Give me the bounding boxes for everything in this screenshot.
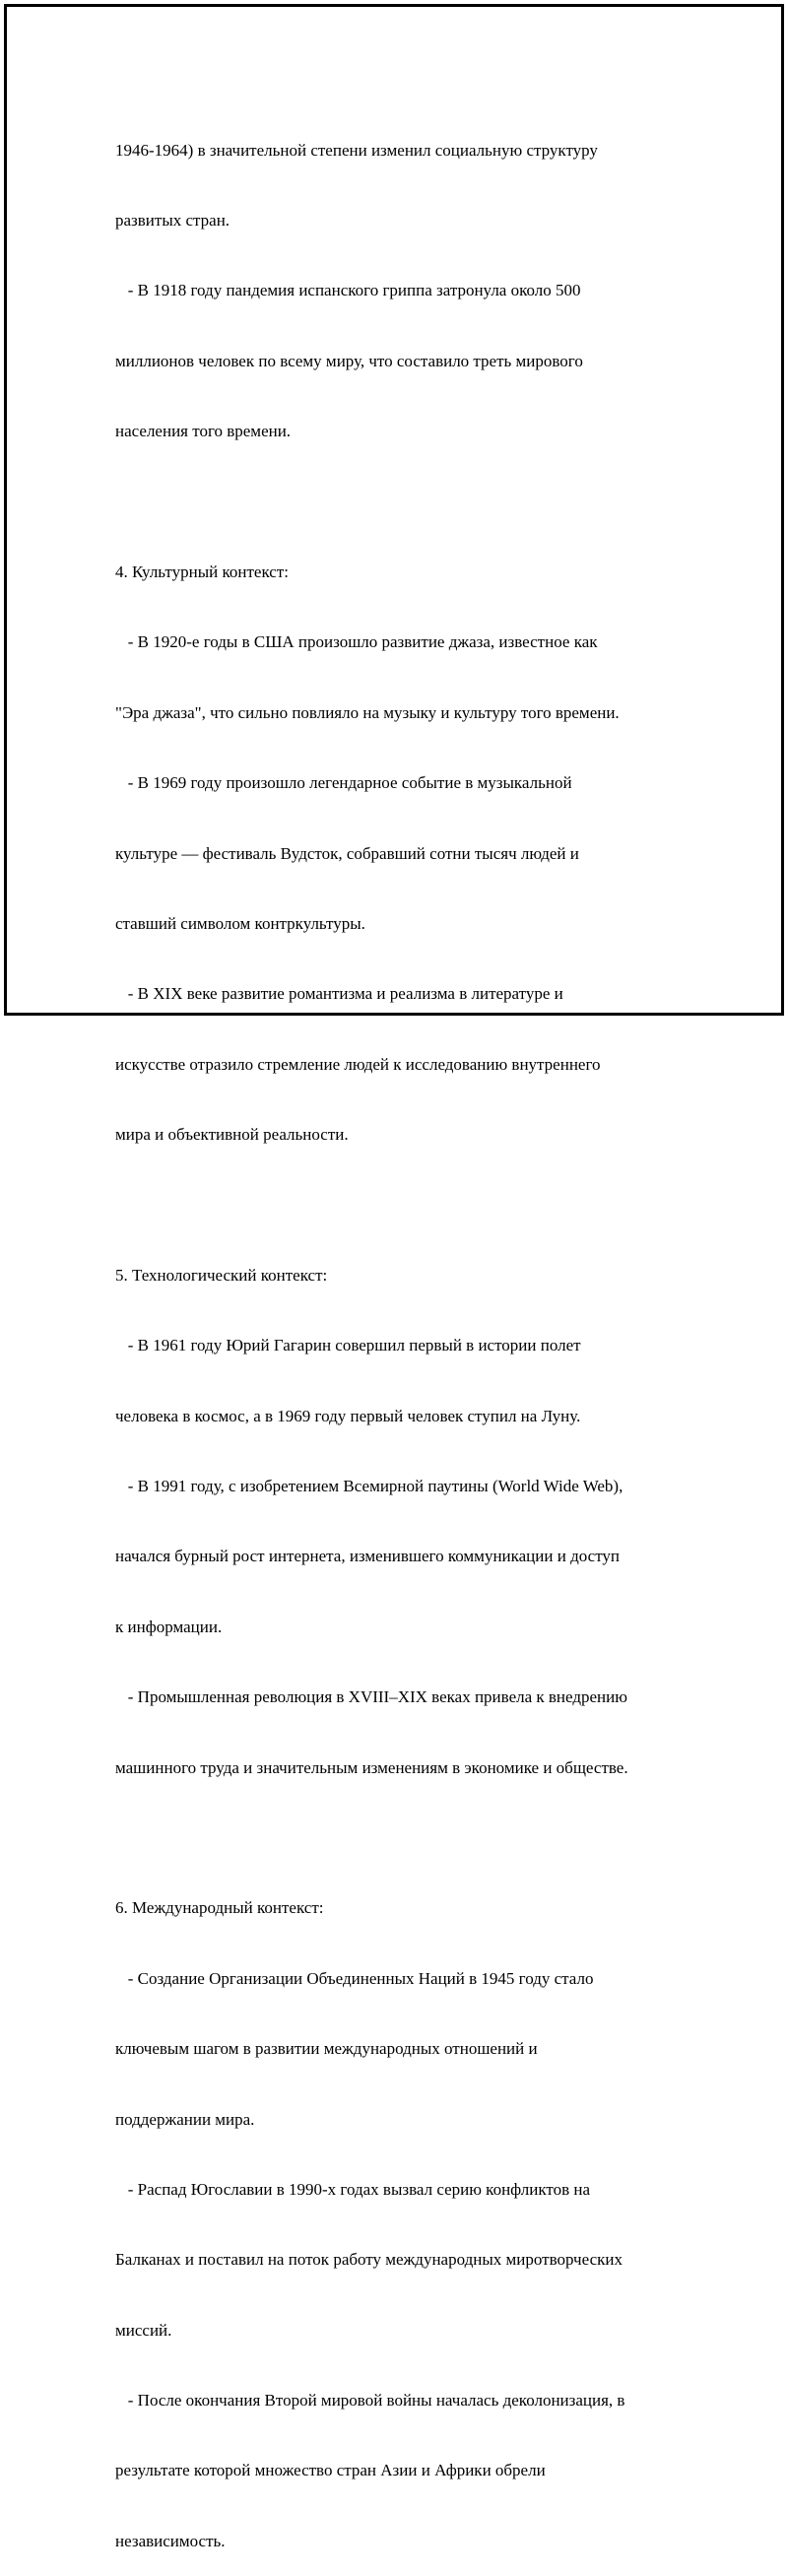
text-line: ключевым шагом в развитии международных отношений и	[115, 2039, 538, 2059]
blank-line	[115, 491, 706, 514]
text-line: мира и объективной реальности.	[115, 1125, 349, 1145]
section-heading: 4. Культурный контекст:	[115, 561, 289, 581]
text-line: ставший символом контркультуры.	[115, 913, 365, 933]
text-line: начался бурный рост интернета, изменившего коммуникации и доступ	[115, 1547, 620, 1566]
text-line: 1946-1964) в значительной степени изменил социальную структуру	[115, 140, 598, 160]
text-line: результате которой множество стран Азии и Африки обрели	[115, 2461, 546, 2480]
text-line: - В 1920-е годы в США произошло развитие джаза, известное как	[115, 632, 598, 652]
text-line: - В XIX веке развитие романтизма и реализма в литературе и	[115, 984, 563, 1004]
blank-line	[115, 1826, 706, 1850]
text-line: поддержании мира.	[115, 2109, 255, 2129]
text-line: населения того времени.	[115, 422, 292, 441]
text-line: независимость.	[115, 2531, 226, 2550]
blank-line	[115, 1193, 706, 1217]
document-body	[115, 92, 706, 2576]
text-line: - В 1969 году произошло легендарное событие в музыкальной	[115, 773, 572, 793]
section-heading: 6. Международный контекст:	[115, 1898, 324, 1918]
text-line: - В 1918 году пандемия испанского гриппа затронула около 500	[115, 281, 581, 300]
text-line: машинного труда и значительным изменениям в экономике и обществе.	[115, 1757, 628, 1777]
text-line: - В 1961 году Юрий Гагарин совершил первый в истории полет	[115, 1336, 581, 1355]
section-heading: 5. Технологический контекст:	[115, 1265, 328, 1285]
text-line: культуре — фестиваль Вудсток, собравший сотни тысяч людей и	[115, 843, 579, 863]
text-line: - В 1991 году, с изобретением Всемирной паутины (World Wide Web),	[115, 1477, 624, 1496]
text-line: "Эра джаза", что сильно повлияло на музыку и культуру того времени.	[115, 702, 620, 722]
text-line: человека в космос, а в 1969 году первый человек ступил на Луну.	[115, 1406, 581, 1425]
text-line: искусстве отразило стремление людей к исследованию внутреннего	[115, 1054, 601, 1074]
text-line: развитых стран.	[115, 210, 230, 230]
text-line: к информации.	[115, 1617, 223, 1636]
text-line: - Распад Югославии в 1990-х годах вызвал серию конфликтов на	[115, 2179, 591, 2199]
text-line: - Промышленная революция в XVIII–XIX веках привела к внедрению	[115, 1687, 627, 1707]
text-line: - После окончания Второй мировой войны началась деколонизация, в	[115, 2391, 625, 2411]
text-line: Балканах и поставил на поток работу международных миротворческих	[115, 2250, 623, 2270]
text-line: - Создание Организации Объединенных Наций в 1945 году стало	[115, 1968, 594, 1988]
text-line: миллионов человек по всему миру, что составило треть мирового	[115, 351, 583, 370]
text-line: миссий.	[115, 2320, 172, 2340]
